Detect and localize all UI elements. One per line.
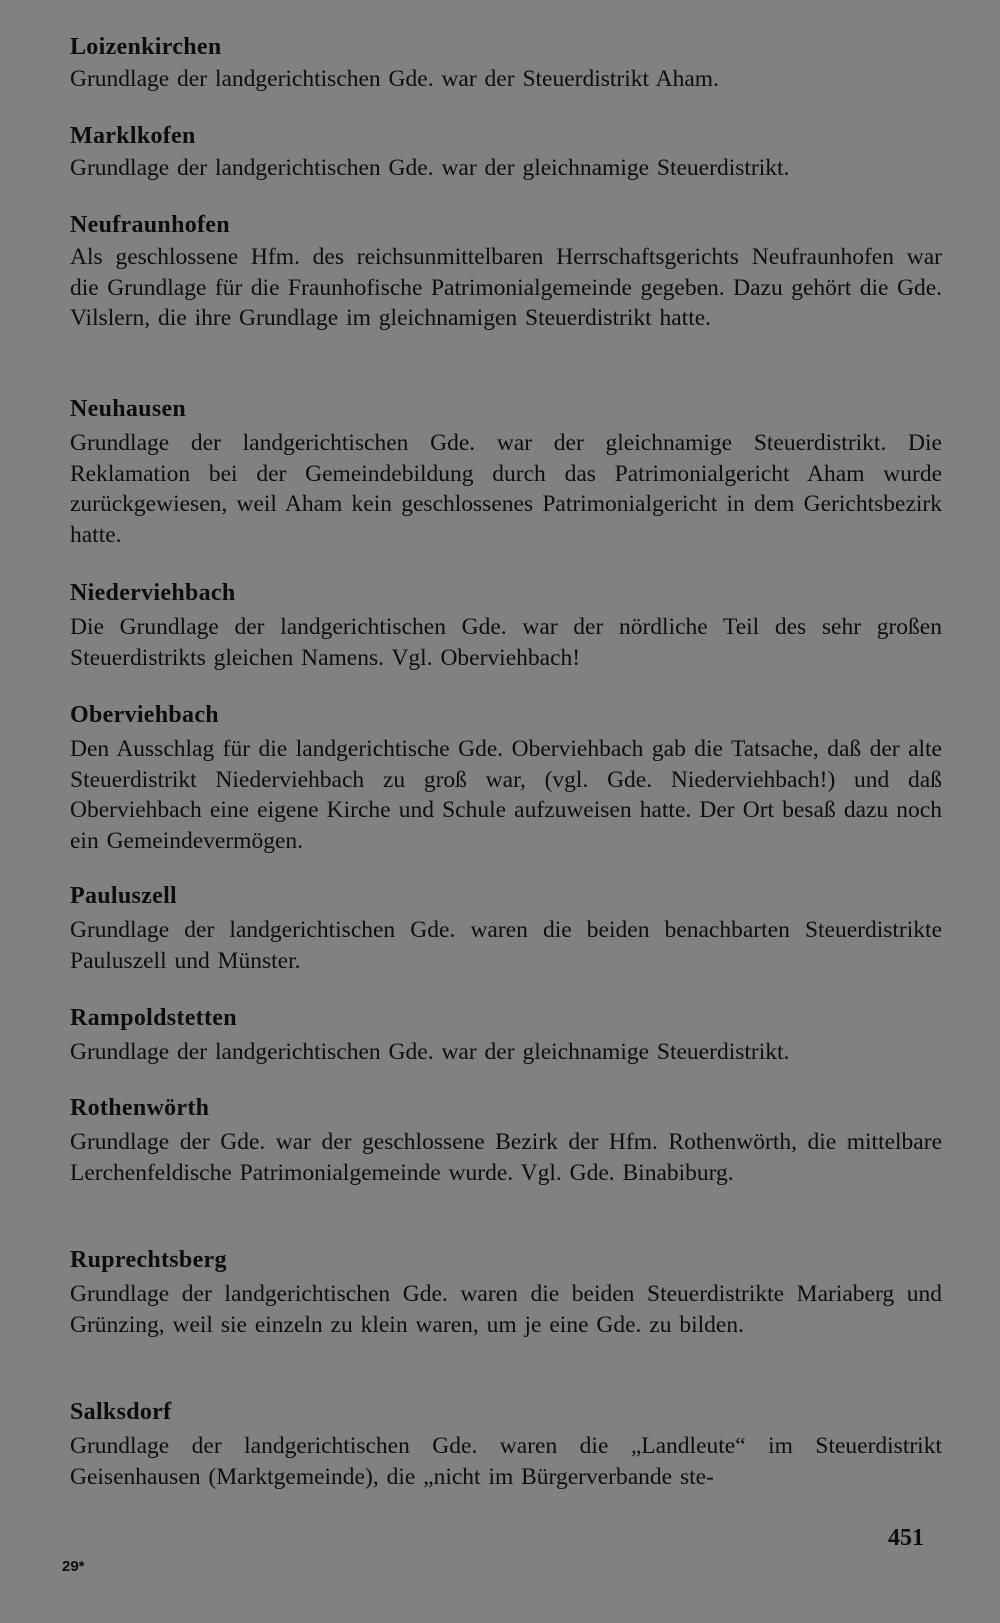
entry-niederviehbach bbox=[70, 578, 942, 673]
entry-title: Ruprechtsberg bbox=[70, 1247, 227, 1273]
entry-body: Grundlage der landgerichtischen Gde. war der gleichnamige Steuerdistrikt. Die Reklamation bei der Gemeindebildung durch das Patrimonialgericht Aham wurde zurückgewiesen, weil Aham kein geschlossenes Patrimonialgericht in dem Gerichtsbezirk hatte. bbox=[70, 430, 942, 548]
entry-oberviehbach bbox=[70, 700, 942, 856]
entry-body: Grundlage der landgerichtischen Gde. waren die beiden benachbarten Steuerdistrikte Pauluszell und Münster. bbox=[70, 917, 942, 974]
entry-body: Den Ausschlag für die landgerichtische Gde. Oberviehbach gab die Tatsache, daß der alte Steuerdistrikt Niederviehbach zu groß war, (vgl. Gde. Niederviehbach!) und daß Oberviehbach eine eigene Kirche und Schule aufzuweisen hatte. Der Ort besaß dazu noch ein Gemeindevermögen. bbox=[70, 736, 942, 854]
entry-title: Rothenwörth bbox=[70, 1095, 210, 1121]
entry-neufraunhofen bbox=[70, 210, 942, 334]
entry-neuhausen bbox=[70, 394, 942, 550]
entry-body: Grundlage der landgerichtischen Gde. waren die „Landleute“ im Steuerdistrikt Geisenhausen (Marktgemeinde), die „nicht im Bürgerverbande ste- bbox=[70, 1433, 942, 1490]
entry-title: Neufraunhofen bbox=[70, 212, 230, 238]
entry-rampoldstetten bbox=[70, 1003, 942, 1068]
entry-body: Grundlage der landgerichtischen Gde. waren die beiden Steuerdistrikte Mariaberg und Grünzing, weil sie einzeln zu klein waren, um je eine Gde. zu bilden. bbox=[70, 1281, 942, 1338]
entry-title: Rampoldstetten bbox=[70, 1005, 237, 1031]
entry-ruprechtsberg bbox=[70, 1245, 942, 1340]
entry-loizenkirchen bbox=[70, 32, 942, 95]
page-number: 451 bbox=[888, 1525, 924, 1551]
entry-body: Grundlage der landgerichtischen Gde. war der gleichnamige Steuerdistrikt. bbox=[70, 1039, 790, 1065]
entry-salksdorf bbox=[70, 1397, 942, 1492]
entry-rothenwoerth bbox=[70, 1093, 942, 1188]
entry-body: Grundlage der landgerichtischen Gde. war der Steuerdistrikt Aham. bbox=[70, 66, 719, 92]
entry-body: Als geschlossene Hfm. des reichsunmittelbaren Herrschaftsgerichts Neufraunhofen war die Grundlage für die Fraunhofische Patrimonialgemeinde gegeben. Dazu gehört die Gde. Vilslern, die ihre Grundlage im gleichnamigen Steuerdistrikt hatte. bbox=[70, 244, 942, 331]
entry-title: Pauluszell bbox=[70, 883, 178, 909]
entry-marklkofen bbox=[70, 121, 942, 184]
entry-title: Salksdorf bbox=[70, 1399, 172, 1425]
entry-title: Marklkofen bbox=[70, 123, 196, 149]
entry-title: Neuhausen bbox=[70, 396, 187, 422]
signature-mark: 29* bbox=[62, 1558, 85, 1575]
entry-pauluszell bbox=[70, 881, 942, 976]
entry-title: Loizenkirchen bbox=[70, 34, 222, 60]
entry-body: Grundlage der Gde. war der geschlossene Bezirk der Hfm. Rothenwörth, die mittelbare Lerchenfeldische Patrimonialgemeinde wurde. Vgl. Gde. Binabiburg. bbox=[70, 1129, 942, 1186]
entry-body: Grundlage der landgerichtischen Gde. war der gleichnamige Steuerdistrikt. bbox=[70, 155, 790, 181]
entry-body: Die Grundlage der landgerichtischen Gde. war der nördliche Teil des sehr großen Steuerdistrikts gleichen Namens. Vgl. Oberviehbach! bbox=[70, 614, 942, 671]
entry-title: Oberviehbach bbox=[70, 702, 219, 728]
entry-title: Niederviehbach bbox=[70, 580, 236, 606]
